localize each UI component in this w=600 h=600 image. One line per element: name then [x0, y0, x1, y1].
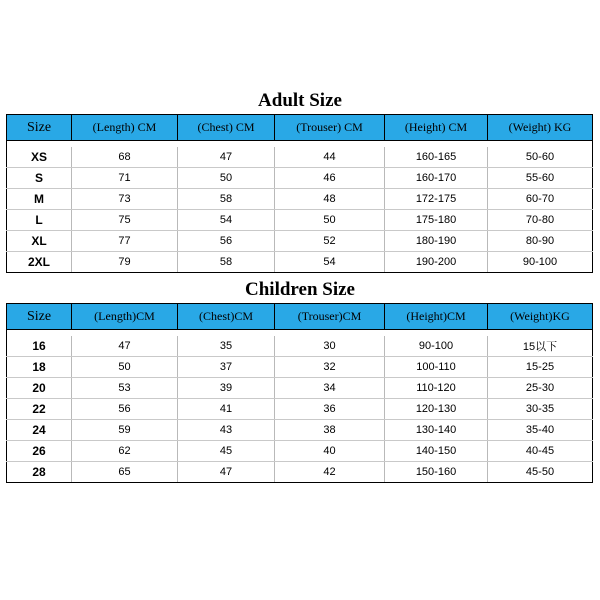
weight-cell: 25-30: [488, 378, 593, 399]
adult-size-title: Adult Size: [258, 90, 342, 111]
height-cell: 160-170: [385, 168, 488, 189]
size-cell: 24: [7, 420, 72, 441]
weight-cell: 90-100: [488, 252, 593, 273]
trouser-cell: 32: [275, 357, 385, 378]
height-cell: 140-150: [385, 441, 488, 462]
trouser-cell: 44: [275, 147, 385, 168]
children-header-chest: (Chest)CM: [178, 304, 275, 330]
trouser-cell: 38: [275, 420, 385, 441]
adult-header-weight: (Weight) KG: [488, 115, 593, 141]
trouser-cell: 50: [275, 210, 385, 231]
adult-header-length: (Length) CM: [72, 115, 178, 141]
length-cell: 65: [72, 462, 178, 483]
trouser-cell: 40: [275, 441, 385, 462]
adult-header-trouser: (Trouser) CM: [275, 115, 385, 141]
height-cell: 150-160: [385, 462, 488, 483]
trouser-cell: 48: [275, 189, 385, 210]
weight-cell: 45-50: [488, 462, 593, 483]
length-cell: 50: [72, 357, 178, 378]
size-cell: 2XL: [7, 252, 72, 273]
weight-cell: 40-45: [488, 441, 593, 462]
height-cell: 130-140: [385, 420, 488, 441]
table-row: [7, 189, 593, 210]
children-header-height: (Height)CM: [385, 304, 488, 330]
weight-cell: 30-35: [488, 399, 593, 420]
size-cell: 16: [7, 336, 72, 357]
chest-cell: 58: [178, 252, 275, 273]
chest-cell: 47: [178, 462, 275, 483]
size-cell: S: [7, 168, 72, 189]
chest-cell: 37: [178, 357, 275, 378]
height-cell: 175-180: [385, 210, 488, 231]
table-row: [7, 168, 593, 189]
height-cell: 100-110: [385, 357, 488, 378]
adult-header-chest: (Chest) CM: [178, 115, 275, 141]
trouser-cell: 42: [275, 462, 385, 483]
weight-cell: 50-60: [488, 147, 593, 168]
weight-cell: 70-80: [488, 210, 593, 231]
height-cell: 110-120: [385, 378, 488, 399]
weight-cell: 55-60: [488, 168, 593, 189]
children-size-table: [6, 303, 593, 483]
size-cell: L: [7, 210, 72, 231]
length-cell: 59: [72, 420, 178, 441]
chest-cell: 39: [178, 378, 275, 399]
size-chart: [6, 88, 594, 483]
table-row: [7, 399, 593, 420]
size-cell: XS: [7, 147, 72, 168]
table-row: [7, 147, 593, 168]
length-cell: 71: [72, 168, 178, 189]
size-cell: 18: [7, 357, 72, 378]
height-cell: 160-165: [385, 147, 488, 168]
size-cell: 22: [7, 399, 72, 420]
weight-cell: 60-70: [488, 189, 593, 210]
height-cell: 172-175: [385, 189, 488, 210]
adult-size-table: [6, 114, 593, 273]
table-row: [7, 252, 593, 273]
adult-header-size: Size: [7, 115, 72, 141]
table-row: [7, 336, 593, 357]
chest-cell: 41: [178, 399, 275, 420]
table-row: [7, 462, 593, 483]
table-row: [7, 378, 593, 399]
chest-cell: 54: [178, 210, 275, 231]
weight-cell: 15-25: [488, 357, 593, 378]
children-header-length: (Length)CM: [72, 304, 178, 330]
size-cell: 20: [7, 378, 72, 399]
trouser-cell: 52: [275, 231, 385, 252]
size-cell: 26: [7, 441, 72, 462]
adult-rows: [7, 147, 593, 273]
table-row: [7, 210, 593, 231]
table-row: [7, 231, 593, 252]
length-cell: 56: [72, 399, 178, 420]
size-cell: M: [7, 189, 72, 210]
length-cell: 73: [72, 189, 178, 210]
trouser-cell: 54: [275, 252, 385, 273]
length-cell: 79: [72, 252, 178, 273]
chest-cell: 43: [178, 420, 275, 441]
table-row: [7, 441, 593, 462]
adult-header-height: (Height) CM: [385, 115, 488, 141]
adult-header-row: [7, 115, 593, 141]
height-cell: 190-200: [385, 252, 488, 273]
chest-cell: 35: [178, 336, 275, 357]
length-cell: 68: [72, 147, 178, 168]
chest-cell: 56: [178, 231, 275, 252]
length-cell: 75: [72, 210, 178, 231]
height-cell: 90-100: [385, 336, 488, 357]
trouser-cell: 34: [275, 378, 385, 399]
trouser-cell: 46: [275, 168, 385, 189]
children-rows: [7, 336, 593, 483]
weight-cell: 80-90: [488, 231, 593, 252]
trouser-cell: 30: [275, 336, 385, 357]
length-cell: 53: [72, 378, 178, 399]
length-cell: 62: [72, 441, 178, 462]
chest-cell: 50: [178, 168, 275, 189]
weight-cell: 35-40: [488, 420, 593, 441]
table-row: [7, 357, 593, 378]
chest-cell: 58: [178, 189, 275, 210]
children-header-row: [7, 304, 593, 330]
chest-cell: 45: [178, 441, 275, 462]
trouser-cell: 36: [275, 399, 385, 420]
children-header-trouser: (Trouser)CM: [275, 304, 385, 330]
length-cell: 77: [72, 231, 178, 252]
table-row: [7, 420, 593, 441]
size-cell: XL: [7, 231, 72, 252]
size-cell: 28: [7, 462, 72, 483]
children-header-size: Size: [7, 304, 72, 330]
length-cell: 47: [72, 336, 178, 357]
children-header-weight: (Weight)KG: [488, 304, 593, 330]
weight-cell: 15以下: [488, 336, 593, 357]
height-cell: 120-130: [385, 399, 488, 420]
chest-cell: 47: [178, 147, 275, 168]
children-size-title: Children Size: [245, 279, 355, 300]
height-cell: 180-190: [385, 231, 488, 252]
